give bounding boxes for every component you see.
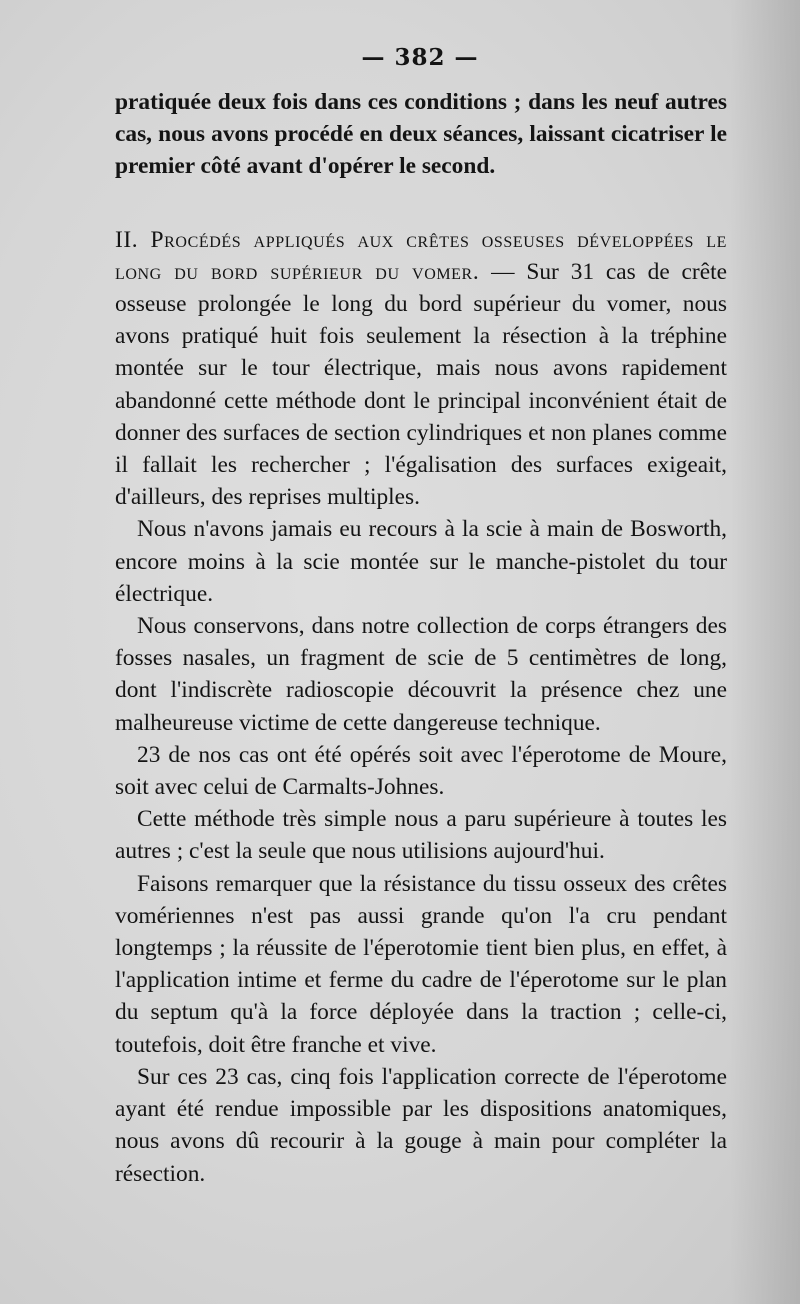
paragraph-1: pratiquée deux fois dans ces conditions ; dans les neuf autres cas, nous avons procédé en deux séances, laissant cicatriser le premier côté avant d'opérer le second. <box>115 89 727 180</box>
paragraph-5: 23 de nos cas ont été opérés soit avec l'éperotome de Moure, soit avec celui de Carmalts-Johnes. <box>115 741 727 801</box>
paragraph-7: Faisons remarquer que la résistance du tissu osseux des crêtes vomériennes n'est pas aussi grande qu'on l'a cru pendant longtemps ; la réussite de l'éperotomie tient bien plus, en effet, à l'application intime et ferme du cadre de l'éperotome sur le plan du septum qu'à la force déployée dans la traction ; celle-ci, toutefois, doit être franche et vive. <box>115 870 727 1058</box>
paragraph-2-text: — Sur 31 cas de crête osseuse prolongée le long du bord supérieur du vomer, nous avons pratiqué huit fois seulement la résection à la tréphine montée sur le tour électrique, mais nous avons rapidement abandonné cette méthode dont le principal inconvénient était de donner des surfaces de section cylindriques et non planes comme il fallait les rechercher ; l'égalisation des surfaces exigeait, d'ailleurs, des reprises multiples. <box>115 258 727 511</box>
paragraph-6: Cette méthode très simple nous a paru supérieure à toutes les autres ; c'est la seule que nous utilisions aujourd'hui. <box>115 806 727 865</box>
paragraph-4: Nous conservons, dans notre collection de corps étrangers des fosses nasales, un fragment de scie de 5 centimètres de long, dont l'indiscrète radioscopie découvrit la présence chez une malheureuse victime de cette dangereuse technique. <box>115 613 727 736</box>
paragraph-8: Sur ces 23 cas, cinq fois l'application correcte de l'éperotome ayant été rendue impossible par les dispositions anatomiques, nous avons dû recourir à la gouge à main pour compléter la résection. <box>115 1063 727 1187</box>
text-body <box>115 86 727 1190</box>
paragraph-2-section-ii <box>115 224 727 514</box>
section-heading: II. Procédés appliqués aux crêtes osseuses développées le long du bord supérieur du vomer. <box>115 226 727 285</box>
section-spacer <box>115 183 727 224</box>
paragraph-3: Nous n'avons jamais eu recours à la scie à main de Bosworth, encore moins à la scie montée sur le manche-pistolet du tour électrique. <box>115 516 727 607</box>
page-edge-shadow <box>730 0 800 1304</box>
page-number: — 382 — <box>361 44 479 71</box>
